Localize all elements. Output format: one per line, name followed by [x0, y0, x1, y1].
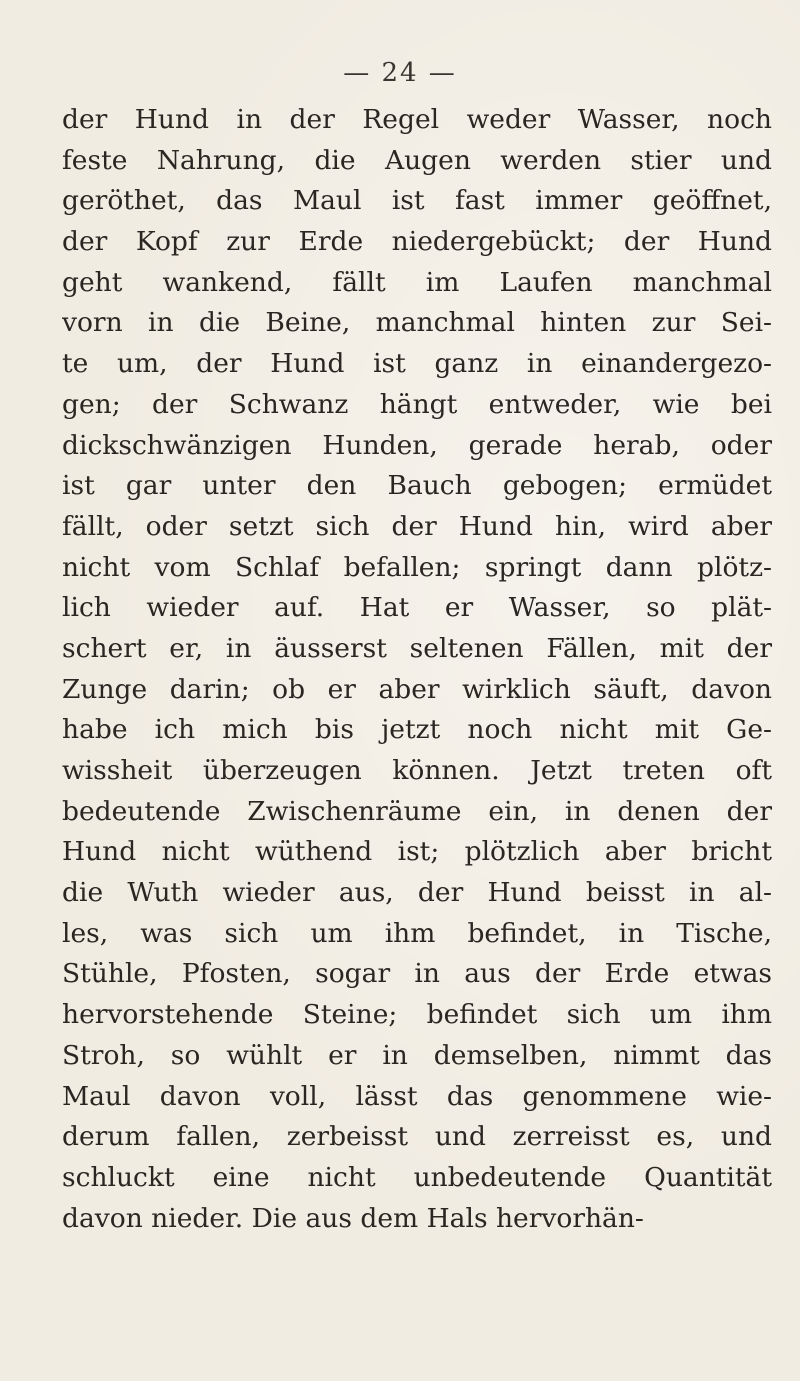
text-line: dickschwänzigen Hunden, gerade herab, oder [62, 429, 772, 461]
page-number: — 24 — [343, 58, 457, 88]
text-line: nicht vom Schlaf befallen; springt dann plötz- [62, 551, 772, 583]
text-line: geht wankend, fällt im Laufen manchmal [62, 266, 772, 298]
text-line: lich wieder auf. Hat er Wasser, so plät- [62, 592, 772, 624]
text-line: der Kopf zur Erde niedergebückt; der Hund [62, 226, 772, 258]
text-line: wissheit überzeugen können. Jetzt treten oft [62, 755, 772, 786]
text-line: schluckt eine nicht unbedeutende Quantität [62, 1161, 772, 1193]
text-line: derum fallen, zerbeisst und zerreisst es, und [62, 1121, 772, 1153]
text-line: les, was sich um ihm befindet, in Tische, [62, 917, 772, 949]
text-line: Stroh, so wühlt er in demselben, nimmt das [62, 1039, 772, 1071]
text-line: te um, der Hund ist ganz in einandergezo- [62, 348, 772, 380]
text-line: die Wuth wieder aus, der Hund beisst in al- [62, 877, 772, 909]
text-line: fällt, oder setzt sich der Hund hin, wird aber [62, 510, 772, 542]
text-line: davon nieder. Die aus dem Hals hervorhän- [62, 1202, 644, 1234]
text-line: geröthet, das Maul ist fast immer geöffnet, [62, 185, 772, 217]
text-line: hervorstehende Steine; befindet sich um ihm [62, 999, 772, 1031]
text-line: schert er, in äusserst seltenen Fällen, mit der [62, 632, 772, 664]
body-text [62, 100, 772, 1239]
text-line: Stühle, Pfosten, sogar in aus der Erde etwas [62, 958, 772, 990]
text-line: vorn in die Beine, manchmal hinten zur Sei- [62, 307, 772, 339]
text-line: Maul davon voll, lässt das genommene wie- [62, 1080, 772, 1112]
text-line: Hund nicht wüthend ist; plötzlich aber bricht [62, 836, 772, 868]
text-line: der Hund in der Regel weder Wasser, noch [62, 104, 772, 135]
text-line: gen; der Schwanz hängt entweder, wie bei [62, 388, 772, 420]
text-line: Zunge darin; ob er aber wirklich säuft, davon [62, 673, 772, 705]
text-line: habe ich mich bis jetzt noch nicht mit Ge- [62, 714, 772, 746]
text-line: bedeutende Zwischenräume ein, in denen der [62, 795, 772, 827]
text-line: ist gar unter den Bauch gebogen; ermüdet [62, 470, 772, 502]
text-line: feste Nahrung, die Augen werden stier und [62, 144, 772, 176]
